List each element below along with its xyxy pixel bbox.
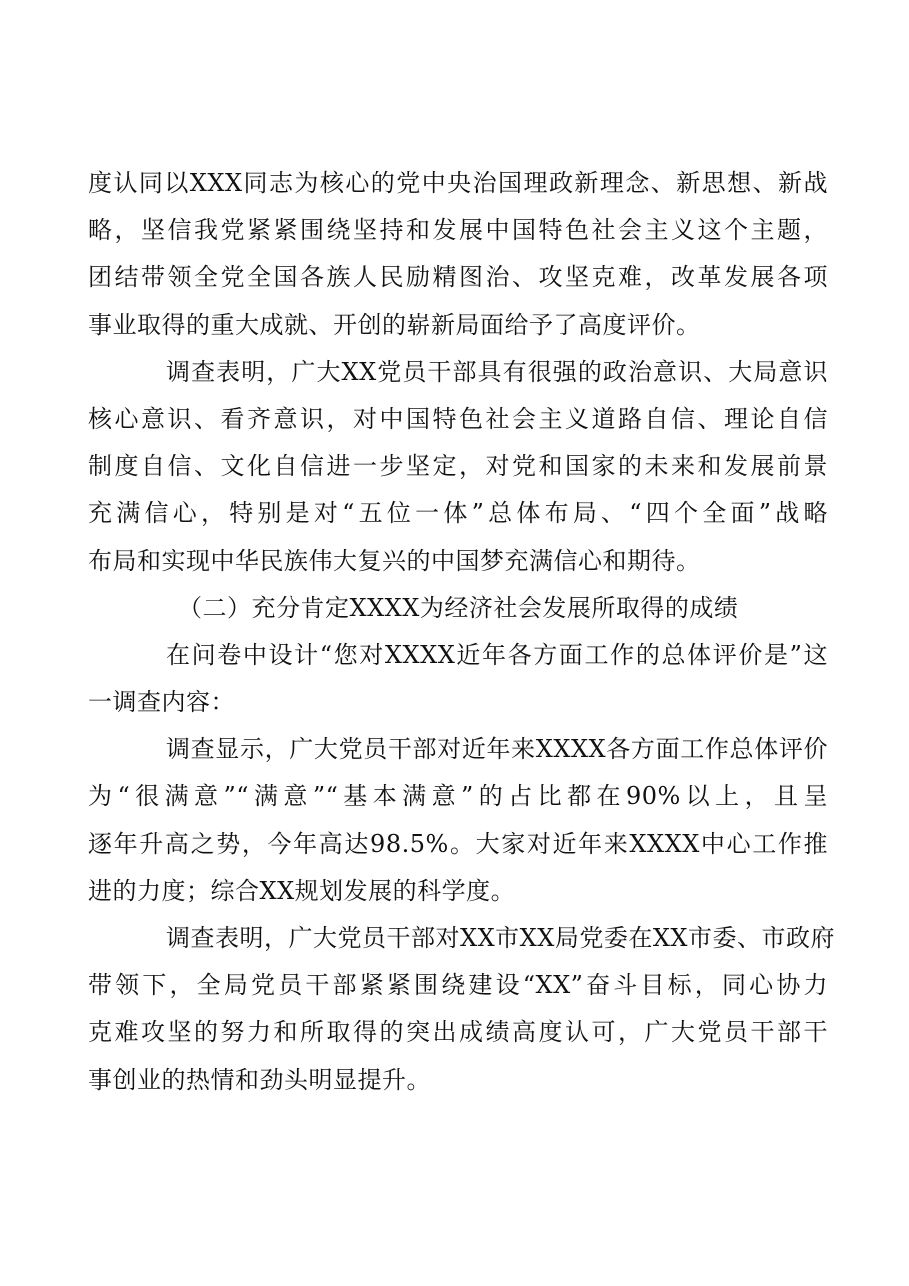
paragraph-questionnaire: [88, 632, 828, 726]
text-line: 事业取得的重大成就、开创的崭新局面给予了高度评价。: [88, 310, 701, 339]
paragraph-survey-conclusion: [88, 349, 828, 585]
text-line: 在问卷中设计“您对XXXX近年各方面工作的总体评价是”这: [166, 640, 828, 669]
text-line: 布局和实现中华民族伟大复兴的中国梦充满信心和期待。: [88, 546, 701, 575]
text-line: 充满信心，特别是对“五位一体”总体布局、“四个全面”战略: [88, 499, 828, 528]
text-line: 逐年升高之势，今年高达98.5%。大家对近年来XXXX中心工作推: [88, 829, 828, 858]
text-line: 调查表明，广大XX党员干部具有很强的政治意识、大局意识: [166, 357, 828, 386]
text-line: 调查显示，广大党员干部对近年来XXXX各方面工作总体评价: [166, 735, 828, 764]
text-line: 进的力度；综合XX规划发展的科学度。: [88, 876, 516, 905]
text-line: 带领下，全局党员干部紧紧围绕建设“XX”奋斗目标，同心协力: [88, 971, 828, 1000]
text-line: 事创业的热情和劲头明显提升。: [88, 1065, 431, 1094]
heading-line: （二）充分肯定XXXX为经济社会发展所取得的成绩: [178, 593, 739, 622]
text-line: 略，坚信我党紧紧围绕坚持和发展中国特色社会主义这个主题，: [88, 216, 828, 245]
text-line: 为“很满意”“满意”“基本满意”的占比都在90%以上，且呈: [88, 782, 828, 811]
paragraph-survey-results: [88, 726, 828, 915]
document-body: [88, 160, 836, 1104]
paragraph-continuation: [88, 160, 828, 349]
text-line: 克难攻坚的努力和所取得的突出成绩高度认可，广大党员干部干: [88, 1018, 828, 1047]
text-line: 团结带领全党全国各族人民励精图治、攻坚克难，改革发展各项: [88, 263, 828, 292]
text-line: 制度自信、文化自信进一步坚定，对党和国家的未来和发展前景: [88, 452, 828, 481]
text-line: 一调查内容：: [88, 688, 235, 717]
text-line: 度认同以XXX同志为核心的党中央治国理政新理念、新思想、新战: [88, 169, 828, 197]
text-line: 核心意识、看齐意识，对中国特色社会主义道路自信、理论自信: [88, 404, 828, 433]
text-line: 调查表明，广大党员干部对XX市XX局党委在XX市委、市政府: [166, 924, 836, 952]
paragraph-survey-recognition: [88, 915, 836, 1104]
section-heading: [88, 585, 828, 632]
